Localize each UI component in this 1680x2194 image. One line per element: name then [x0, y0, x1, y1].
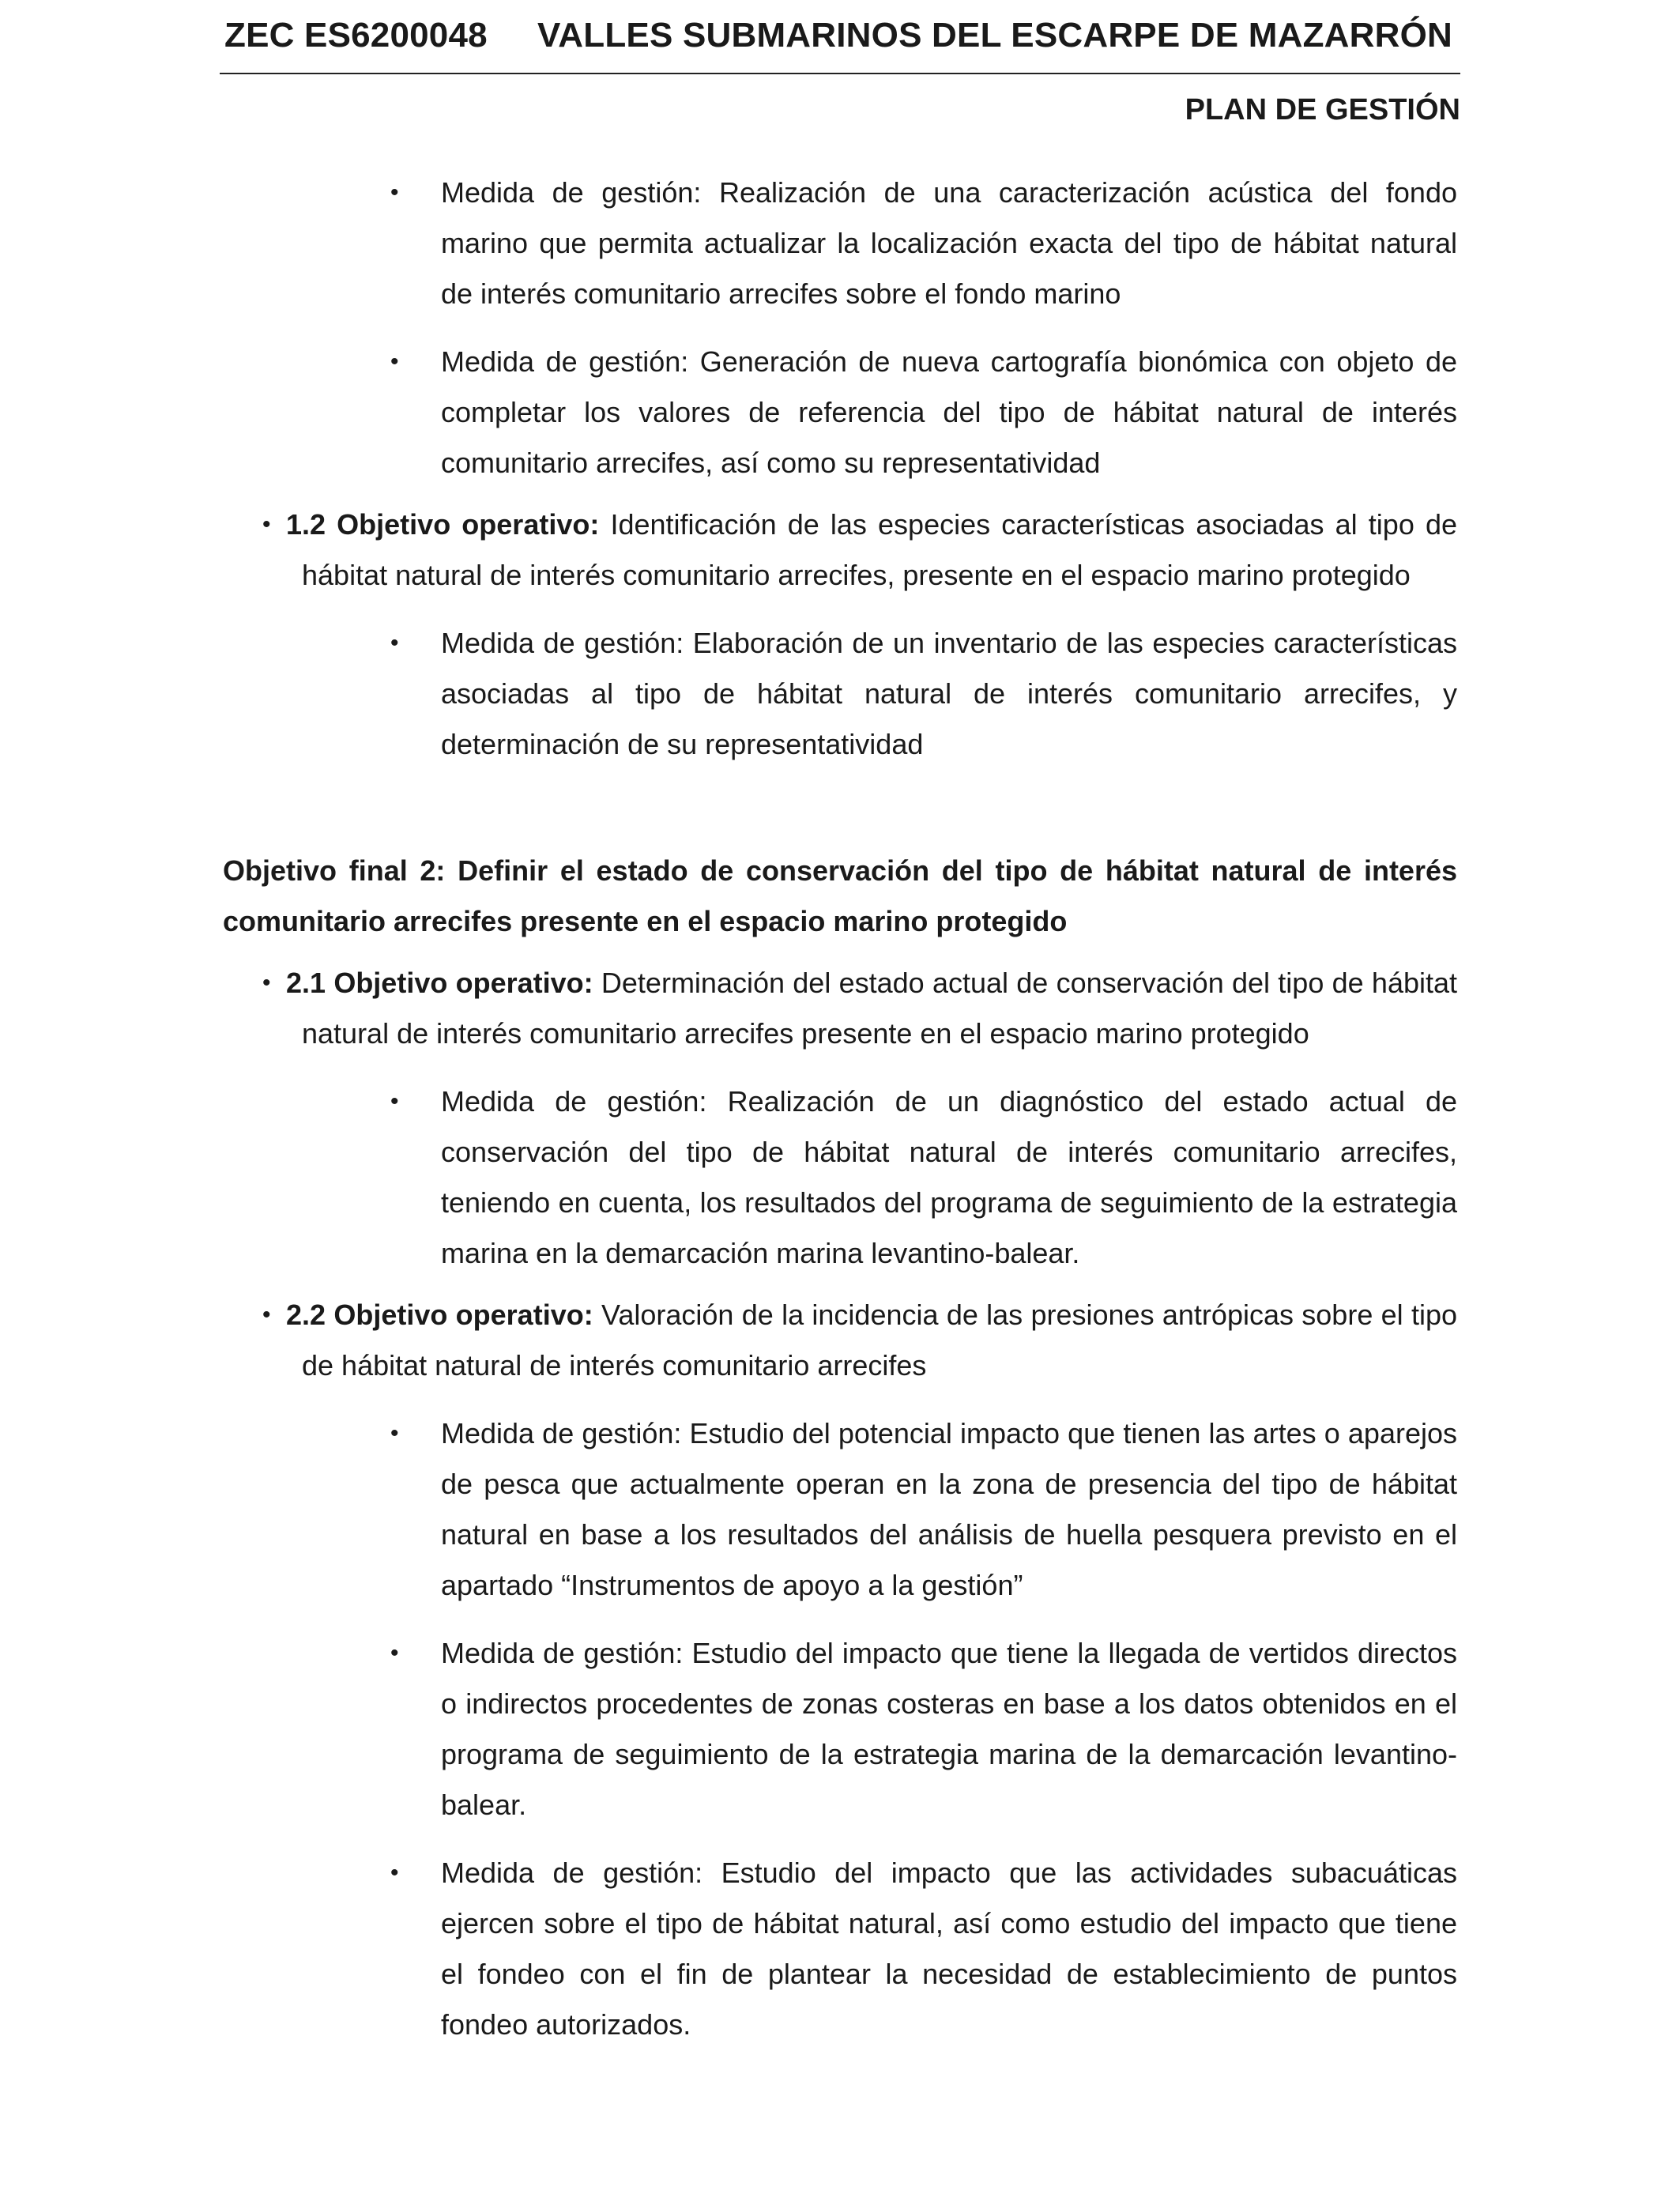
plan-title: PLAN DE GESTIÓN [1185, 93, 1460, 126]
management-measure-item [223, 1848, 1457, 2050]
objective-label: 2.2 Objetivo operativo: [286, 1299, 593, 1331]
management-measure-item [223, 1408, 1457, 1611]
objective-text: Identificación de las especies características asociadas al tipo de hábitat natural de interés comunitario arrecifes, presente en el espacio marino protegido [302, 508, 1458, 591]
management-measure-item [223, 618, 1457, 770]
bullet-icon: • [262, 511, 271, 537]
final-objective-heading: Objetivo final 2: Definir el estado de conservación del tipo de hábitat natural de interés comunitario arrecifes presente en el espacio marino protegido [223, 854, 1457, 937]
objective-label: 2.1 Objetivo operativo: [286, 967, 593, 999]
bullet-icon: • [390, 349, 399, 375]
document-body [223, 168, 1457, 2050]
management-measure-item [223, 337, 1457, 488]
bullet-icon: • [390, 179, 399, 205]
operational-objective-item [223, 499, 1457, 601]
operational-objective-item [223, 958, 1457, 1059]
page-header [220, 8, 1460, 74]
management-measure-item [223, 168, 1457, 319]
measure-text: Medida de gestión: Estudio del potencial impacto que tienen las artes o aparejos de pesca que actualmente operan en la zona de presencia del tipo de hábitat natural en base a los resultados del análisis de huella pesquera previsto en el apartado “Instrumentos de apoyo a la gestión” [441, 1417, 1457, 1601]
bullet-icon: • [390, 1088, 399, 1114]
objective-label: 1.2 Objetivo operativo: [286, 508, 600, 541]
measure-text: Medida de gestión: Realización de un diagnóstico del estado actual de conservación del tipo de hábitat natural de interés comunitario arrecifes, teniendo en cuenta, los resultados del programa de seguimiento de la estrategia marina en la demarcación marina levantino-balear. [441, 1085, 1457, 1269]
bullet-icon: • [390, 1420, 399, 1446]
bullet-icon: • [390, 1860, 399, 1886]
objective-text: Determinación del estado actual de conservación del tipo de hábitat natural de interés comunitario arrecifes presente en el espacio marino protegido [302, 967, 1458, 1050]
measure-text: Medida de gestión: Realización de una caracterización acústica del fondo marino que permita actualizar la localización exacta del tipo de hábitat natural de interés comunitario arrecifes sobre el fondo marino [441, 176, 1457, 310]
bullet-icon: • [262, 970, 271, 996]
bullet-icon: • [390, 1640, 399, 1666]
management-measure-item [223, 1628, 1457, 1830]
measure-text: Medida de gestión: Estudio del impacto que tiene la llegada de vertidos directos o indirectos procedentes de zonas costeras en base a los datos obtenidos en el programa de seguimiento de la estrategia marina de la demarcación levantino-balear. [441, 1637, 1457, 1821]
operational-objective-item [223, 1290, 1457, 1391]
bullet-icon: • [262, 1302, 271, 1328]
site-title: VALLES SUBMARINOS DEL ESCARPE DE MAZARRÓN [537, 16, 1452, 55]
site-code: ZEC ES6200048 [224, 16, 488, 55]
measure-text: Medida de gestión: Elaboración de un inventario de las especies características asociadas al tipo de hábitat natural de interés comunitario arrecifes, y determinación de su representatividad [441, 627, 1457, 760]
bullet-icon: • [390, 630, 399, 656]
objective-text: Valoración de la incidencia de las presiones antrópicas sobre el tipo de hábitat natural de interés comunitario arrecifes [302, 1299, 1458, 1382]
measure-text: Medida de gestión: Estudio del impacto que las actividades subacuáticas ejercen sobre el tipo de hábitat natural, así como estudio del impacto que tiene el fondeo con el fin de plantear la necesidad de establecimiento de puntos fondeo autorizados. [441, 1857, 1457, 2041]
management-measure-item [223, 1076, 1457, 1279]
measure-text: Medida de gestión: Generación de nueva cartografía bionómica con objeto de completar los valores de referencia del tipo de hábitat natural de interés comunitario arrecifes, así como su representatividad [441, 345, 1457, 479]
